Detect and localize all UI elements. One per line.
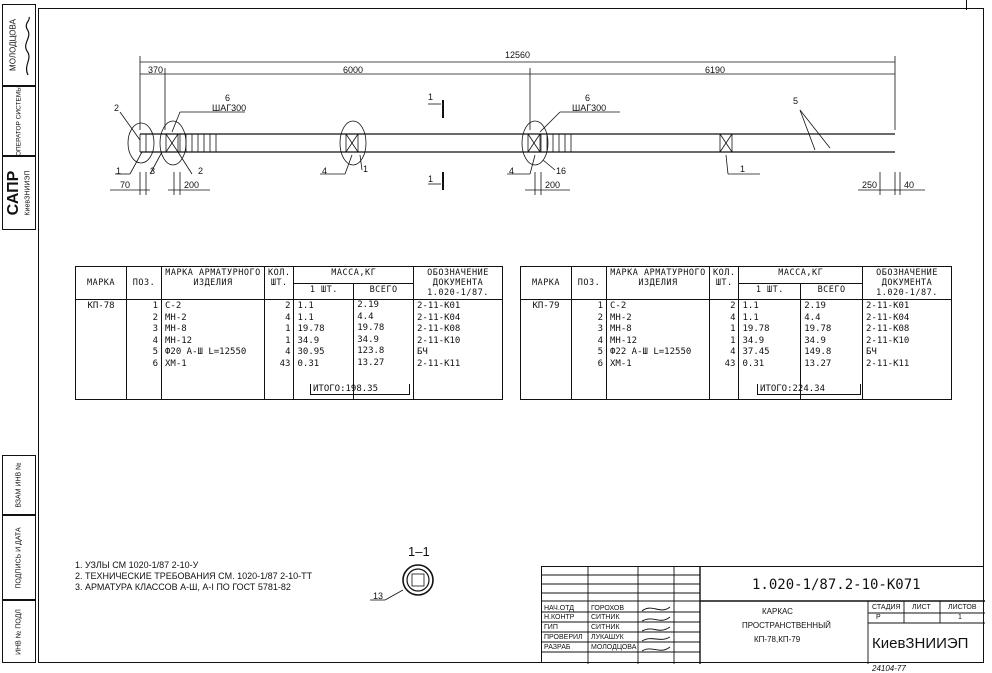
note-3: 3. АРМАТУРА КЛАССОВ А-Ш, А-I ПО ГОСТ 5781-82: [75, 582, 291, 592]
role-3: ГИП: [544, 624, 558, 631]
total-kp78: ИТОГО:198.35: [310, 384, 410, 395]
label-4a: 4: [322, 166, 328, 176]
label-1a: 1: [116, 166, 122, 176]
col-kol-r: 2 4 1 1 4 43: [710, 300, 739, 400]
org-name: КиевЗНИИЭП: [872, 635, 969, 652]
hdr-kol: КОЛ. ШТ.: [265, 267, 294, 300]
side-name-text: МОЛОДЦОВА: [8, 19, 18, 71]
label-step-a: ШАГ300: [212, 103, 247, 113]
section-title: 1–1: [408, 544, 430, 559]
role-5-name: МОЛОДЦОВА: [591, 644, 637, 651]
doc-name-1: КАРКАС: [762, 607, 793, 616]
role-2: Н.КОНТР: [544, 614, 575, 621]
dim-200b: 200: [545, 180, 561, 190]
label-4b: 4: [509, 166, 515, 176]
label-1c: 1: [740, 164, 746, 174]
hdr-one: 1 ШТ.: [294, 283, 354, 300]
label-section-bot: 1: [428, 174, 434, 184]
hdr-vsego: ВСЕГО: [354, 283, 414, 300]
side-institute-text: КиевЗНИИЭП: [24, 170, 32, 216]
dim-40: 40: [904, 180, 915, 190]
col-doc: 2-11-К01 2-11-К04 2-11-К08 2-11-К10 БЧ 2-11-К11: [414, 300, 503, 400]
hdr-poz-r: ПОЗ.: [572, 267, 607, 300]
hdr-oboz-r: ОБОЗНАЧЕНИЕ ДОКУМЕНТА 1.020-1/87.: [863, 267, 952, 300]
side-signdate-text: ПОДПИСЬ И ДАТА: [15, 526, 23, 589]
dim-total: 12560: [505, 50, 531, 60]
hdr-kol-r: КОЛ. ШТ.: [710, 267, 739, 300]
col-kol: 2 4 1 1 4 43: [265, 300, 294, 400]
hdr-marka-izd: МАРКА АРМАТУРНОГО ИЗДЕЛИЯ: [162, 267, 265, 300]
stadia-value: Р: [876, 614, 881, 621]
dim-left: 370: [148, 65, 164, 75]
marka-cell-r: КП-79: [521, 300, 572, 400]
note-2: 2. ТЕХНИЧЕСКИЕ ТРЕБОВАНИЯ СМ. 1020-1/87 2-10-ТТ: [75, 571, 313, 581]
col-all: 2.19 4.4 19.78 34.9 123.8 13.27: [354, 300, 414, 400]
hdr-vsego-r: ВСЕГО: [801, 283, 863, 300]
doc-code: 1.020-1/87.2-10-К071: [752, 577, 921, 593]
label-3: 3: [150, 166, 156, 176]
spec-table-kp79: [520, 266, 952, 400]
hdr-poz: ПОЗ.: [127, 267, 162, 300]
label-1b: 1: [363, 164, 369, 174]
label-5: 5: [793, 96, 799, 106]
hdr-marka-izd-r: МАРКА АРМАТУРНОГО ИЗДЕЛИЯ: [607, 267, 710, 300]
role-3-name: СИТНИК: [591, 624, 620, 631]
dim-mid: 6000: [343, 65, 364, 75]
col-izd-r: С-2 МН-2 МН-8 МН-12 Ф22 А-Ш L=12550 ХМ-1: [607, 300, 710, 400]
label-step-b: ШАГ300: [572, 103, 607, 113]
label-6b: 6: [585, 93, 591, 103]
label-16: 16: [556, 166, 567, 176]
col-one: 1.1 1.1 19.78 34.9 30.95 0.31: [294, 300, 354, 400]
col-one-r: 1.1 1.1 19.78 34.9 37.45 0.31: [739, 300, 801, 400]
spec-table-kp78: [75, 266, 503, 400]
label-13: 13: [373, 591, 384, 601]
note-1: 1. УЗЛЫ СМ 1020-1/87 2-10-У: [75, 560, 199, 570]
dim-200a: 200: [184, 180, 200, 190]
side-sapr-text: САПР: [5, 170, 22, 216]
role-1: НАЧ.ОТД: [544, 605, 575, 612]
role-1-name: ГОРОХОВ: [591, 605, 625, 612]
dim-250: 250: [862, 180, 878, 190]
stadia-label: СТАДИЯ: [872, 604, 901, 611]
hdr-massa: МАССА,КГ: [294, 267, 414, 284]
hdr-one-r: 1 ШТ.: [739, 283, 801, 300]
hdr-massa-r: МАССА,КГ: [739, 267, 863, 284]
sheet-number: 24104-77: [872, 664, 906, 673]
role-5: РАЗРАБ: [544, 644, 571, 651]
hdr-marka-r: МАРКА: [521, 267, 572, 300]
list-value: 1: [958, 614, 962, 621]
title-block: [541, 566, 984, 663]
side-invpodl-text: ИНВ № ПОДЛ: [15, 608, 23, 655]
role-2-name: СИТНИК: [591, 614, 620, 621]
list-label: ЛИСТ: [912, 604, 931, 611]
col-poz: 1 2 3 4 5 6: [127, 300, 162, 400]
dim-70: 70: [120, 180, 131, 190]
doc-name-3: КП-78,КП-79: [754, 635, 801, 644]
dim-right: 6190: [705, 65, 726, 75]
label-section-top: 1: [428, 92, 434, 102]
listov-label: ЛИСТОВ: [948, 604, 977, 611]
notes: [75, 560, 312, 593]
marka-cell: КП-78: [76, 300, 127, 400]
label-2b: 2: [198, 166, 204, 176]
col-poz-r: 1 2 3 4 5 6: [572, 300, 607, 400]
role-4: ПРОВЕРИЛ: [544, 634, 583, 641]
col-doc-r: 2-11-К01 2-11-К04 2-11-К08 2-11-К10 БЧ 2-11-К11: [863, 300, 952, 400]
col-izd: С-2 МН-2 МН-8 МН-12 Ф20 А-Ш L=12550 ХМ-1: [162, 300, 265, 400]
side-operator-text: ОПЕРАТОР СИСТЕМЫ: [15, 86, 23, 156]
col-all-r: 2.19 4.4 19.78 34.9 149.8 13.27: [801, 300, 863, 400]
doc-name-2: ПРОСТРАНСТВЕННЫЙ: [742, 621, 831, 630]
hdr-oboz: ОБОЗНАЧЕНИЕ ДОКУМЕНТА 1.020-1/87.: [414, 267, 503, 300]
role-4-name: ЛУКАШУК: [591, 634, 624, 641]
hdr-marka: МАРКА: [76, 267, 127, 300]
side-invzam-text: ВЗАМ ИНВ №: [15, 462, 23, 508]
label-6a: 6: [225, 93, 231, 103]
total-kp79: ИТОГО:224.34: [757, 384, 861, 395]
label-2a: 2: [114, 103, 120, 113]
